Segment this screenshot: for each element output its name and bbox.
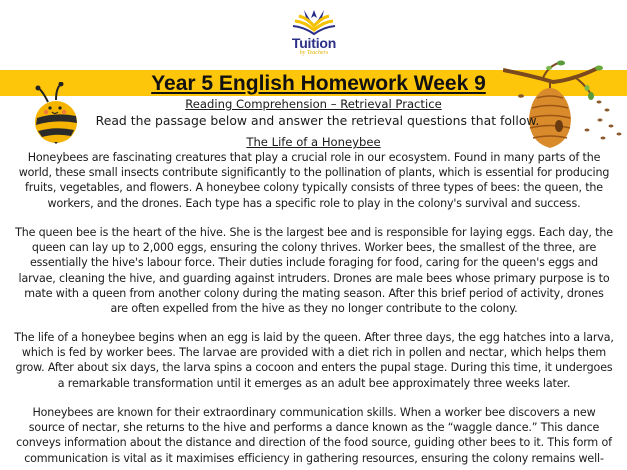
passage-title: The Life of a Honeybee <box>246 135 381 149</box>
logo-wordmark: Tuition <box>291 35 337 51</box>
passage-paragraph-3: The life of a honeybee begins when an egg is laid by the queen. After three days, the egg hatches into a larva, which is fed by worker bees. The larvae are provided with a diet rich in pollen and nectar, which helps them grow. After about six days, the larva spins a cocoon and enters the pupal stage. During this time, it undergoes a remarkable transformation until it emerges as an adult bee approximately three weeks later. <box>14 331 614 390</box>
logo-tagline: by Teachers <box>299 50 329 56</box>
page-title: Year 5 English Homework Week 9 <box>151 72 486 95</box>
open-book-icon <box>291 6 337 36</box>
tuition-logo <box>281 6 347 62</box>
passage-paragraph-1: Honeybees are fascinating creatures that play a crucial role in our ecosystem. Found in many parts of the world, these small insects contribute significantly to the pollination of plants, which is essential for producing fruits, vegetables, and flowers. A honeybee colony typically consists of three types of bees: the queen, the workers, and the drones. Each type has a specific role to play in the colony's survival and success. <box>18 151 610 210</box>
passage-paragraph-4: Honeybees are known for their extraordinary communication skills. When a worker bee discovers a new source of nectar, she returns to the hive and performs a dance known as the “waggle dance.” This dance conveys information about the distance and direction of the food source, guiding other bees to it. This form of communication is vital as it maximises efficiency in gathering resources, ensuring the colony remains well- <box>16 406 612 465</box>
passage-paragraph-2: The queen bee is the heart of the hive. She is the largest bee and is responsible for laying eggs. Each day, the queen can lay up to 2,000 eggs, ensuring the colony thrives. Worker bees, the smallest of the three, are essentially the hive's labour force. Their duties include foraging for food, caring for the queen's eggs and larvae, cleaning the hive, and guarding against intruders. Drones are male bees whose primary purpose is to mate with a queen from another colony during the mating season. After this brief period of activity, drones are often expelled from the hive as they no longer contribute to the colony. <box>15 226 613 316</box>
instructions: Read the passage below and answer the retrieval questions that follow. <box>95 113 540 128</box>
section-subtitle: Reading Comprehension – Retrieval Practice <box>185 97 442 111</box>
